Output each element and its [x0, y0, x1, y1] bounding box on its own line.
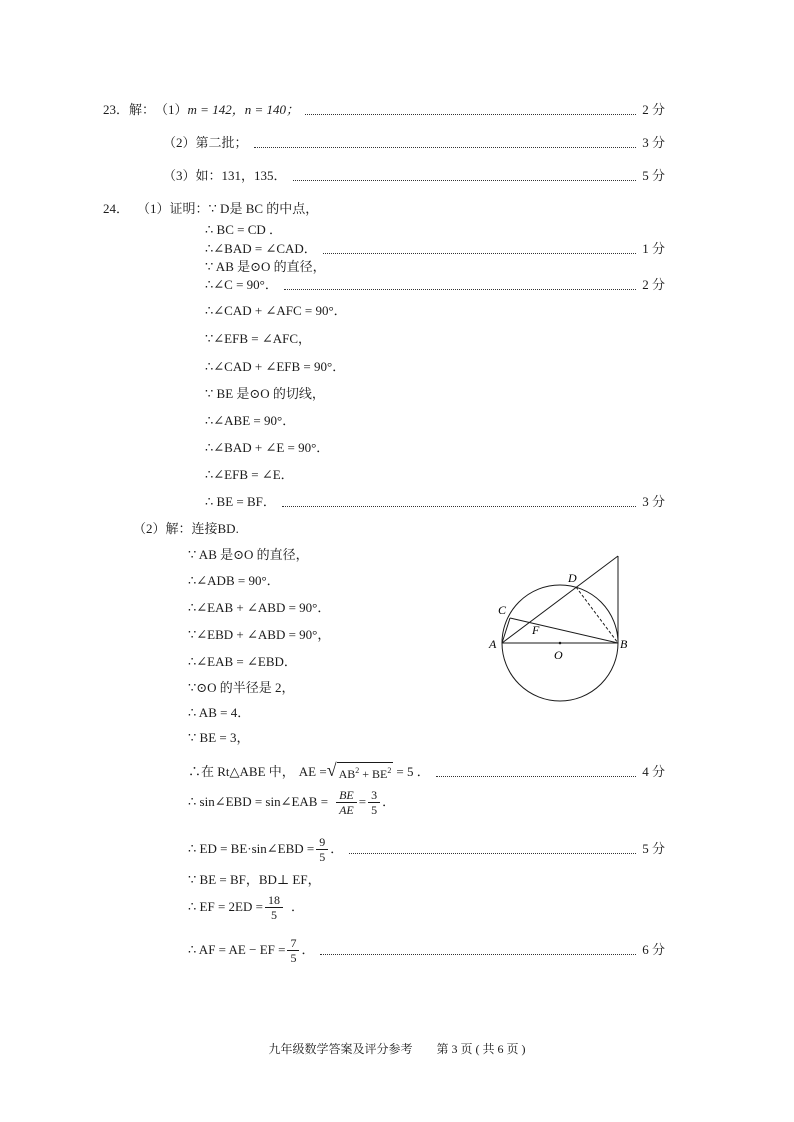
denominator: 5: [319, 849, 326, 864]
proof-line: ∴ BE = BF．: [205, 494, 276, 509]
solution-line-row: [188, 573, 280, 589]
q24-part2-header: [133, 521, 239, 537]
ae-rhs: = 5 ．: [396, 764, 430, 779]
proof-line: ∵ AB 是⊙O 的直径，: [205, 259, 326, 274]
period: ．: [330, 841, 344, 856]
score-label: 1 分: [642, 241, 665, 256]
proof-line-row: [205, 331, 311, 347]
ed-prefix: ∴ ED = BE·sin∠EBD =: [188, 841, 315, 856]
sqrt-expression: [327, 762, 394, 782]
solution-line: ∵ AB 是⊙O 的直径，: [188, 547, 309, 562]
exponent: 2: [355, 766, 360, 775]
ae-lhs: AE =: [298, 764, 327, 779]
solution-line-row: [188, 680, 295, 696]
q23-p3-text: 如：131，135．: [195, 168, 287, 183]
solution-line: ∵ BE = 3，: [188, 730, 250, 745]
proof-line: ∵ BE 是⊙O 的切线，: [205, 386, 325, 401]
q23-p1-label: （1）: [155, 102, 188, 117]
solution-line: ∴∠EAB = ∠EBD．: [188, 654, 297, 669]
solution-line-row: [188, 600, 330, 616]
ef-line: [188, 890, 304, 924]
proof-line: ∴∠C = 90°．: [205, 277, 278, 292]
proof-line-row: [205, 241, 665, 257]
label-o: O: [554, 648, 563, 662]
proof-line-row: [205, 359, 345, 375]
leader-dots: [323, 253, 636, 254]
ae-prefix: ∴在 Rt△ABE 中，: [188, 764, 295, 779]
af-line: [188, 933, 665, 967]
q23-part3-line: [163, 168, 665, 184]
ef-prefix: ∴ EF = 2ED =: [188, 899, 263, 914]
geometry-figure: [480, 548, 640, 708]
solution-line-row: [188, 547, 309, 563]
fraction-18-5: [265, 893, 283, 922]
leader-dots: [305, 114, 636, 115]
leader-dots: [436, 776, 637, 777]
proof-line-row: [205, 222, 282, 238]
denominator: 5: [270, 907, 277, 922]
proof-line: ∴∠ABE = 90°．: [205, 413, 296, 428]
q23-p1-expr: m = 142，n = 140；: [187, 102, 299, 117]
fraction-3-5: [368, 788, 380, 817]
proof-line-row: [205, 467, 294, 483]
score-label: 3 分: [642, 135, 665, 150]
fraction-7-5: [287, 936, 299, 965]
q24-part1-label: （1）证明：: [137, 201, 209, 216]
solution-line-row: [188, 627, 330, 643]
score-label: 2 分: [642, 277, 665, 292]
numerator: 3: [368, 788, 380, 803]
leader-dots: [254, 147, 637, 148]
numerator: 9: [316, 835, 328, 850]
leader-dots: [293, 180, 637, 181]
score-label: 4 分: [642, 764, 665, 779]
q23-number: 23．解：: [103, 102, 156, 117]
proof-line-row: [205, 277, 665, 293]
proof-line: ∴∠BAD = ∠CAD．: [205, 241, 317, 256]
label-f: F: [532, 623, 540, 637]
score-label: 3 分: [642, 494, 665, 509]
q24-part2-intro: 连接BD.: [191, 521, 239, 536]
leader-dots: [320, 954, 636, 955]
proof-line: ∴∠EFB = ∠E．: [205, 467, 294, 482]
solution-line: ∵ BE = BF，BD⊥ EF，: [188, 872, 321, 887]
numerator: 18: [265, 893, 283, 908]
radicand: [337, 762, 394, 782]
leader-dots: [349, 853, 636, 854]
proof-line-row: [205, 494, 665, 510]
solution-line-row: [188, 654, 297, 670]
solution-line: ∴ AB = 4．: [188, 705, 251, 720]
page-footer: 九年级数学答案及评分参考 第 3 页 ( 共 6 页 ): [268, 1042, 526, 1056]
perp-line: [188, 872, 321, 888]
q23-p3-label: （3）: [163, 168, 196, 183]
segment-cf: [510, 618, 618, 643]
plus-sign: +: [359, 767, 373, 781]
denominator: 5: [371, 802, 378, 817]
score-label: 6 分: [642, 942, 665, 957]
score-label: 5 分: [642, 841, 665, 856]
fraction-be-ae: [336, 788, 357, 817]
q23-p2-label: （2）: [163, 135, 196, 150]
fraction-9-5: [316, 835, 328, 864]
q24-number: 24．: [103, 201, 130, 216]
proof-line: ∴∠BAD + ∠E = 90°．: [205, 440, 330, 455]
proof-line-row: [205, 259, 326, 275]
sin-prefix: ∴ sin∠EBD = sin∠EAB =: [188, 794, 329, 809]
sin-line: [188, 784, 395, 820]
leader-dots: [282, 506, 636, 507]
score-label: 5 分: [642, 168, 665, 183]
score-label: 2 分: [642, 102, 665, 117]
radicand-term: AB: [338, 767, 356, 781]
numerator: 7: [287, 936, 299, 951]
proof-line-row: [205, 440, 329, 456]
label-d: D: [568, 571, 577, 585]
proof-line-row: [205, 413, 295, 429]
denominator: AE: [339, 802, 354, 817]
solution-line: ∴∠EAB + ∠ABD = 90°．: [188, 600, 331, 615]
proof-line-row: [205, 386, 325, 402]
solution-line-row: [188, 705, 250, 721]
exponent: 2: [387, 766, 392, 775]
leader-dots: [284, 289, 636, 290]
period: ．: [301, 942, 315, 957]
proof-line: ∴∠CAD + ∠EFB = 90°．: [205, 359, 346, 374]
solution-line-row: [188, 730, 249, 746]
proof-line: ∴∠CAD + ∠AFC = 90°．: [205, 303, 347, 318]
proof-line-row: [205, 303, 347, 319]
proof-line: ∵∠EFB = ∠AFC，: [205, 331, 312, 346]
proof-line: ∵ D是 BC 的中点，: [208, 201, 319, 216]
numerator: BE: [336, 788, 357, 803]
solution-line: ∴∠ADB = 90°．: [188, 573, 280, 588]
denominator: 5: [290, 950, 297, 965]
label-b: B: [620, 637, 628, 651]
proof-line: ∴ BC = CD ．: [205, 222, 283, 237]
center-point: [559, 642, 562, 645]
ae-line: [188, 762, 665, 782]
period: ．: [382, 794, 396, 809]
ed-line: [188, 832, 665, 866]
period: ．: [290, 899, 304, 914]
radicand-term: BE: [372, 767, 388, 781]
q24-header-line: [103, 201, 318, 217]
solution-line: ∵∠EBD + ∠ABD = 90°，: [188, 627, 331, 642]
label-c: C: [498, 603, 507, 617]
solution-line: ∵⊙O 的半径是 2，: [188, 680, 295, 695]
af-prefix: ∴ AF = AE − EF =: [188, 942, 286, 957]
q24-part2-label: （2）解：: [133, 521, 192, 536]
radical-sign: √: [326, 760, 337, 780]
q23-part1-line: [103, 102, 665, 118]
q23-part2-line: [163, 135, 665, 151]
equals-sign: =: [358, 794, 367, 809]
q23-p2-text: 第二批；: [195, 135, 248, 150]
label-a: A: [489, 637, 497, 651]
